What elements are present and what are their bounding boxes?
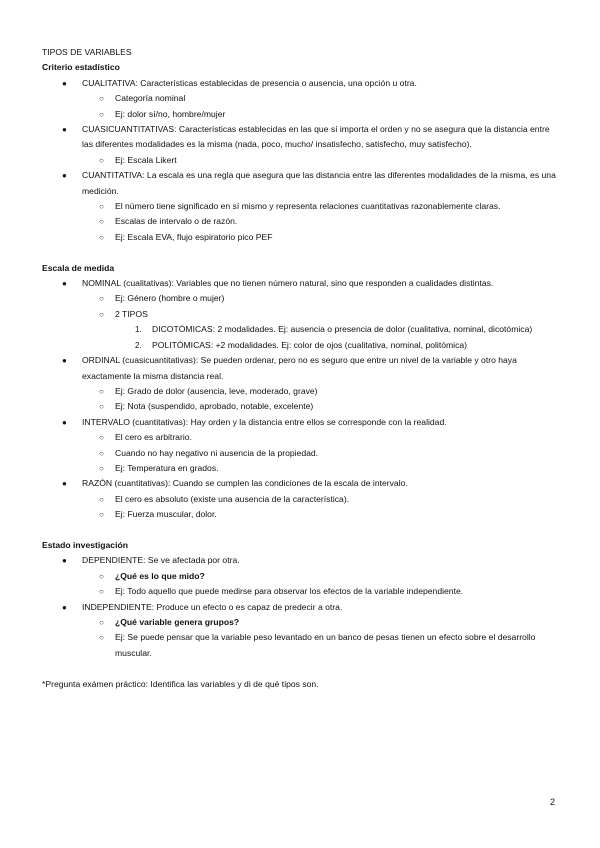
bullet-dot-icon: ●	[62, 279, 67, 289]
number-label: 1.	[135, 325, 142, 335]
bullet-dot-icon: ●	[62, 417, 67, 427]
list-item: ● RAZÓN (cuantitativas): Cuando se cumplen las condiciones de la escala de intervalo.	[42, 476, 560, 491]
bullet-dot-icon: ●	[62, 479, 67, 489]
footnote: *Pregunta exámen práctico: Identifica las variables y di de qué tipos son.	[42, 678, 319, 689]
bullet-circle-icon: ○	[99, 232, 104, 242]
list-item: ● CUALITATIVA: Características establecidas de presencia o ausencia, una opción u otra.	[42, 76, 560, 91]
bullet-circle-icon: ○	[99, 155, 104, 165]
section-heading-estado: Estado investigación	[42, 539, 128, 550]
section-heading-escala: Escala de medida	[42, 262, 115, 273]
bullet-circle-icon: ○	[99, 571, 104, 581]
list-item: ○ Ej: Nota (suspendido, aprobado, notable, excelente)	[42, 399, 560, 414]
bullet-circle-icon: ○	[99, 510, 104, 520]
list-item: ○ Ej: dolor sí/no, hombre/mujer	[42, 107, 560, 122]
numbered-item: 1. DICOTÓMICAS: 2 modalidades. Ej: ausencia o presencia de dolor (cualitativa, nominal, dicotómica)	[42, 322, 560, 337]
bullet-dot-icon: ●	[62, 171, 67, 181]
number-label: 2.	[135, 340, 142, 350]
bullet-circle-icon: ○	[99, 294, 104, 304]
list-item: ● INTERVALO (cuantitativas): Hay orden y la distancia entre ellos se corresponde con la realidad.	[42, 415, 560, 430]
list-item: ○ ¿Qué es lo que mido?	[42, 569, 560, 584]
bullet-circle-icon: ○	[99, 94, 104, 104]
bullet-dot-icon: ●	[62, 356, 67, 366]
list-item: ○ Ej: Todo aquello que puede medirse para observar los efectos de la variable independiente.	[42, 584, 560, 599]
list-item: ● INDEPENDIENTE: Produce un efecto o es capaz de predecir a otra.	[42, 600, 560, 615]
list-item: ● ORDINAL (cuasicuantitativas): Se pueden ordenar, pero no es seguro que entre un nivel de la variable y otro haya exactamente la misma distancia real.	[62, 355, 517, 381]
numbered-item: 2. POLITÓMICAS: +2 modalidades. Ej: color de ojos (cualitativa, nominal, politómica)	[42, 338, 560, 353]
bullet-circle-icon: ○	[99, 463, 104, 473]
list-item: ○ Ej: Se puede pensar que la variable peso levantado en un banco de pesas tienen un efecto sobre el desarrollo muscular.	[99, 632, 536, 658]
list-item: ○ Ej: Escala EVA, flujo espiratorio pico PEF	[42, 230, 560, 245]
bullet-circle-icon: ○	[99, 402, 104, 412]
list-item: ○ Ej: Grado de dolor (ausencia, leve, moderado, grave)	[42, 384, 560, 399]
document-page	[42, 45, 560, 692]
list-item: ○ Ej: Género (hombre o mujer)	[42, 291, 560, 306]
bullet-circle-icon: ○	[99, 618, 104, 627]
bullet-circle-icon: ○	[99, 433, 104, 443]
list-item: ○ Ej: Escala Likert	[42, 153, 560, 168]
list-item: ○ Cuando no hay negativo ni ausencia de la propiedad.	[42, 446, 560, 461]
list-item: ○ Escalas de intervalo o de razón.	[42, 214, 560, 229]
bullet-dot-icon: ●	[62, 602, 67, 612]
bullet-dot-icon: ●	[62, 556, 67, 566]
section-heading-criterio: Criterio estadístico	[42, 62, 120, 73]
list-item: ○ El cero es arbitrario.	[42, 430, 560, 445]
list-item: ○ 2 TIPOS	[42, 307, 560, 322]
bullet-circle-icon: ○	[99, 386, 104, 396]
list-item: ○ Categoría nominal	[42, 91, 560, 106]
list-item: ○ El cero es absoluto (existe una ausencia de la característica).	[42, 492, 560, 507]
list-item: ○ Ej: Temperatura en grados.	[42, 461, 560, 476]
list-item: ○ Ej: Fuerza muscular, dolor.	[42, 507, 560, 522]
bullet-circle-icon: ○	[99, 587, 104, 597]
bullet-circle-icon: ○	[99, 448, 104, 458]
page-number: 2	[550, 797, 556, 807]
list-item: ○ El número tiene significado en sí mismo y representa relaciones cuantitativas razonablemente claras.	[42, 199, 560, 214]
bullet-circle-icon: ○	[99, 202, 104, 212]
bullet-circle-icon: ○	[99, 217, 104, 227]
list-item: ● CUANTITATIVA: La escala es una regla que asegura que las distancia entre las diferentes modalidades de la misma, es una medición.	[62, 170, 556, 196]
list-item: ● NOMINAL (cualitativas): Variables que no tienen número natural, sino que responden a cualidades distintas.	[42, 276, 560, 291]
list-item: ○ ¿Qué variable genera grupos?	[42, 615, 560, 630]
bullet-circle-icon: ○	[99, 109, 104, 119]
bullet-dot-icon: ●	[62, 78, 67, 88]
bullet-circle-icon: ○	[99, 494, 104, 504]
document-title: TIPOS DE VARIABLES	[42, 47, 132, 57]
bullet-dot-icon: ●	[62, 125, 67, 135]
list-item: ● DEPENDIENTE: Se ve afectada por otra.	[42, 553, 560, 568]
bullet-circle-icon: ○	[99, 633, 104, 643]
list-item: ● CUASICUANTITATIVAS: Características establecidas en las que sí importa el orden y no se asegura que la distancia entre las diferentes modalidades es la misma (nada, poco, mucho/ insatisfecho, satisfecho, muy satisfecho).	[62, 124, 550, 150]
bullet-circle-icon: ○	[99, 309, 104, 319]
